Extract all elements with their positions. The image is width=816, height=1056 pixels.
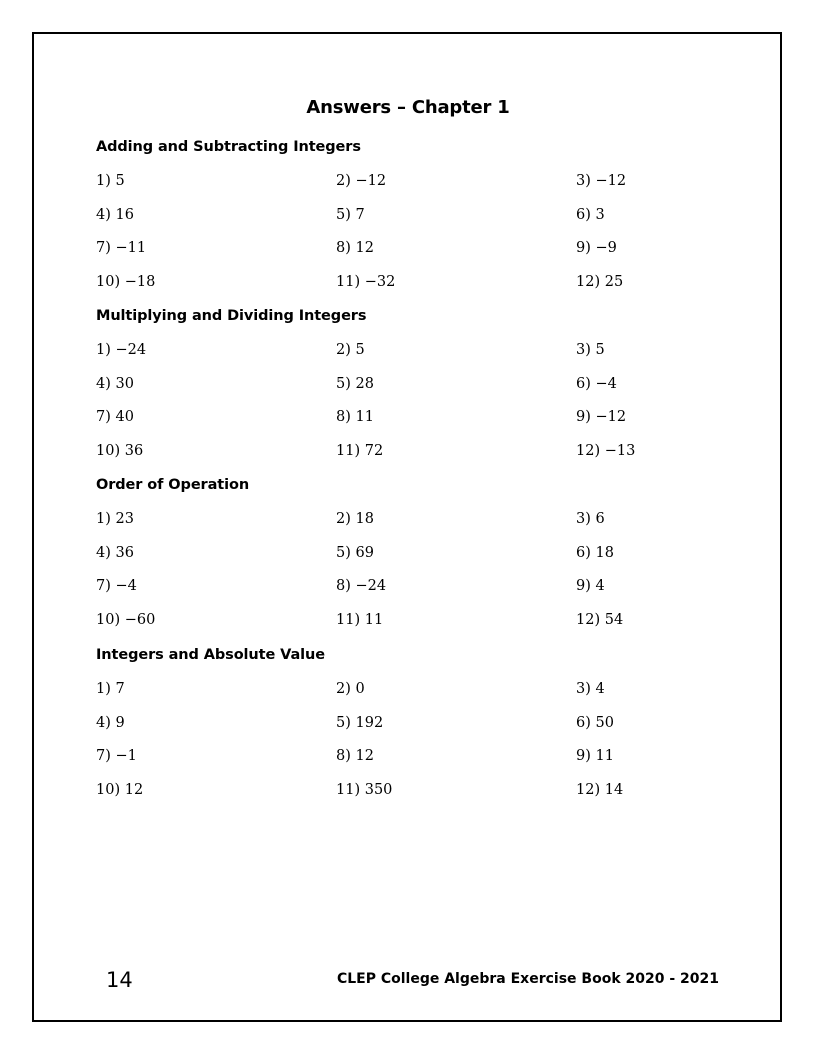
answer-item: 5) 28 [336,375,374,392]
answer-item: 1) 23 [96,511,134,527]
answer-item: 2) 5 [336,342,365,358]
answer-item: 8) 12 [336,240,374,257]
section-heading: Order of Operation [96,477,250,493]
answer-item: 3) −12 [576,173,627,189]
answer-item: 8) 12 [336,748,374,765]
answer-item: 11) 72 [336,442,384,459]
answer-item: 12) 14 [576,781,624,798]
answer-section [96,645,736,813]
page-title: Answers – Chapter 1 [306,97,510,118]
section-heading: Multiplying and Dividing Integers [96,308,367,324]
answer-item: 5) 7 [336,206,365,223]
answer-item: 9) −9 [576,240,617,257]
answer-item: 12) −13 [576,442,636,459]
answer-item: 11) 350 [336,781,393,798]
answer-item: 2) −12 [336,173,387,189]
answer-grid [96,679,736,813]
answer-item: 10) 12 [96,781,144,798]
footer-book-title: CLEP College Algebra Exercise Book 2020 - 2021 [336,971,719,987]
answer-item: 3) 4 [576,681,605,697]
answer-item: 3) 5 [576,342,605,358]
answer-item: 1) −24 [96,342,147,358]
answer-item: 9) −12 [576,409,627,426]
answer-item: 8) −24 [336,578,387,595]
answer-item: 4) 16 [96,206,134,223]
page-number: 14 [106,968,133,992]
answer-item: 11) −32 [336,273,396,290]
answer-item: 10) −60 [96,611,156,628]
answer-item: 7) 40 [96,409,134,426]
answer-item: 4) 9 [96,714,125,731]
answer-item: 12) 25 [576,273,624,290]
answer-item: 2) 0 [336,681,365,697]
answer-item: 5) 69 [336,544,374,561]
answer-item: 6) 3 [576,206,605,223]
answer-item: 11) 11 [336,611,384,628]
section-heading: Integers and Absolute Value [96,647,326,663]
answer-item: 10) −18 [96,273,156,290]
answer-grid [96,509,736,643]
answer-item: 6) 50 [576,714,614,731]
answer-item: 9) 4 [576,578,605,595]
answer-item: 6) −4 [576,375,617,392]
answer-section [96,306,736,474]
answer-item: 7) −11 [96,240,147,257]
answer-item: 9) 11 [576,748,614,765]
answer-item: 2) 18 [336,511,374,527]
answer-item: 4) 30 [96,375,134,392]
answer-item: 10) 36 [96,442,144,459]
answer-grid [96,171,736,305]
answer-item: 5) 192 [336,714,384,731]
answer-item: 1) 5 [96,173,125,189]
answer-item: 3) 6 [576,511,605,527]
answer-item: 12) 54 [576,611,624,628]
answer-grid [96,340,736,474]
answer-section [96,475,736,643]
answer-item: 8) 11 [336,409,374,426]
section-heading: Adding and Subtracting Integers [96,139,361,155]
answer-item: 6) 18 [576,544,614,561]
answer-item: 7) −1 [96,748,137,765]
answer-item: 1) 7 [96,681,125,697]
answer-section [96,137,736,305]
answer-item: 7) −4 [96,578,137,595]
answer-item: 4) 36 [96,544,134,561]
